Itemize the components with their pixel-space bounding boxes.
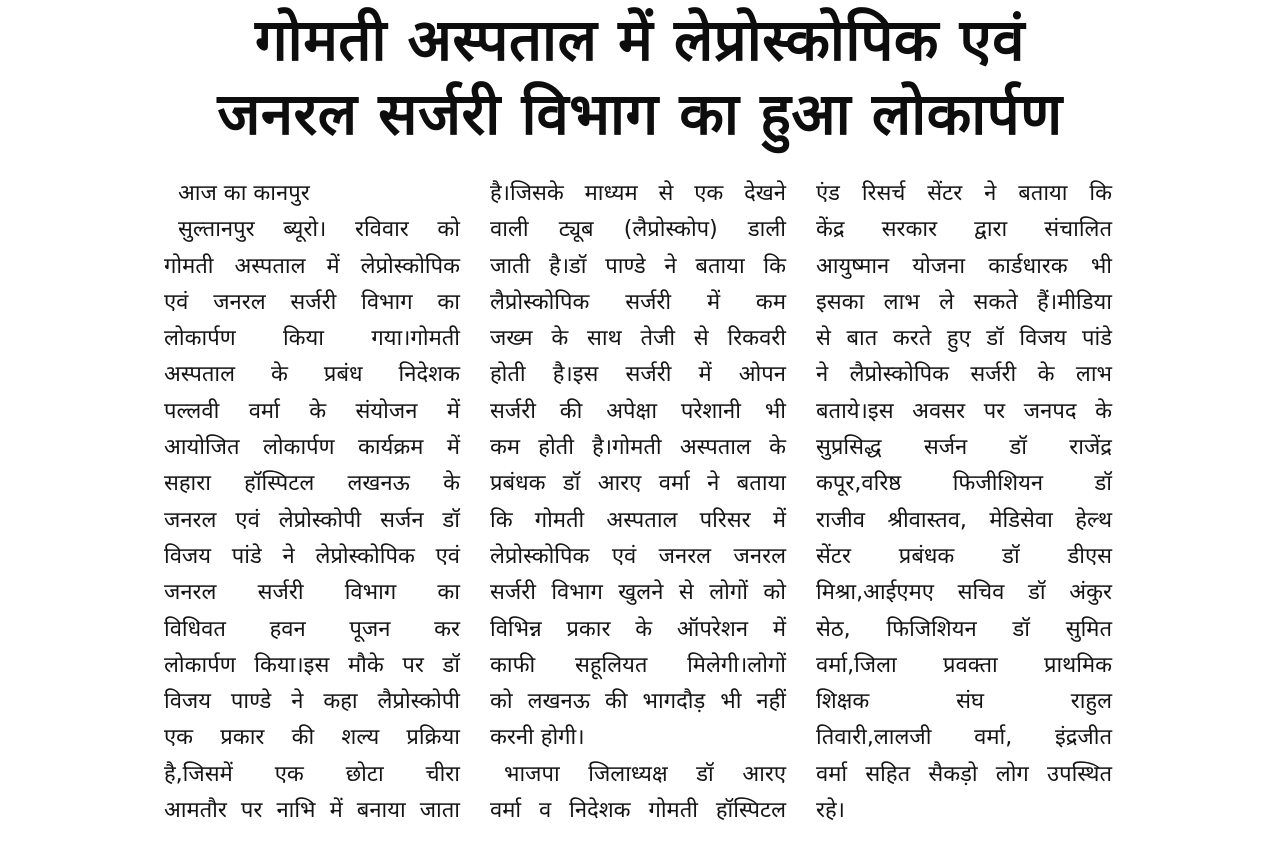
- body-line: बताये।इस अवसर पर जनपद के: [816, 398, 1112, 424]
- body-line: लोकार्पण किया गया।गोमती: [164, 326, 460, 352]
- body-line: सर्जरी की अपेक्षा परेशानी भी: [490, 398, 786, 424]
- body-line: कपूर,वरिष्ठ फिजीशियन डॉ: [816, 471, 1112, 497]
- body-line: पल्लवी वर्मा के संयोजन में: [164, 398, 460, 424]
- body-line: गोमती अस्पताल में लेप्रोस्कोपिक: [164, 253, 460, 279]
- body-line: वर्मा,जिला प्रवक्ता प्राथमिक: [816, 652, 1112, 678]
- body-line: प्रबंधक डॉ आरए वर्मा ने बताया: [490, 471, 786, 497]
- article-column-3: [816, 176, 1112, 829]
- body-line: एवं जनरल सर्जरी विभाग का: [164, 289, 460, 315]
- body-line: भाजपा जिलाध्यक्ष डॉ आरए: [504, 761, 786, 787]
- body-line: लोकार्पण किया।इस मौके पर डॉ: [164, 652, 460, 678]
- body-line: विजय पाण्डे ने कहा लैप्रोस्कोपी: [164, 689, 460, 715]
- body-line: विभिन्न प्रकार के ऑपरेशन में: [490, 616, 786, 642]
- body-line: ने लैप्रोस्कोपिक सर्जरी के लाभ: [816, 362, 1112, 388]
- body-line: राजीव श्रीवास्तव, मेडिसेवा हेल्थ: [816, 507, 1112, 533]
- body-line: सेंटर प्रबंधक डॉ डीएस: [816, 543, 1112, 569]
- body-line: सहारा हॉस्पिटल लखनऊ के: [164, 471, 460, 497]
- body-line: जख्म के साथ तेजी से रिकवरी: [490, 326, 786, 352]
- body-line: वर्मा सहित सैकड़ो लोग उपस्थित: [816, 761, 1112, 787]
- paragraph-end-line: करनी होगी।: [490, 725, 585, 751]
- headline-line-1: गोमती अस्पताल में लेप्रोस्कोपिक एवं: [255, 6, 1025, 74]
- body-line: अस्पताल के प्रबंध निदेशक: [164, 362, 460, 388]
- body-line: लेप्रोस्कोपिक एवं जनरल जनरल: [490, 543, 786, 569]
- body-line: कम होती है।गोमती अस्पताल के: [490, 435, 786, 461]
- body-line: काफी सहूलियत मिलेगी।लोगों: [490, 652, 786, 678]
- body-line: जनरल सर्जरी विभाग का: [164, 580, 460, 606]
- body-line: सर्जरी विभाग खुलने से लोगों को: [490, 580, 786, 606]
- body-line: केंद्र सरकार द्वारा संचालित: [816, 217, 1112, 243]
- body-line: मिश्रा,आईएमए सचिव डॉ अंकुर: [816, 580, 1112, 606]
- body-line: सुल्तानपुर ब्यूरो। रविवार को: [178, 217, 460, 243]
- body-line: आयोजित लोकार्पण कार्यक्रम में: [164, 435, 460, 461]
- body-line: जनरल एवं लेप्रोस्कोपी सर्जन डॉ: [164, 507, 460, 533]
- body-line: वाली ट्यूब (लैप्रोस्कोप) डाली: [490, 217, 786, 243]
- body-line: है।जिसके माध्यम से एक देखने: [490, 181, 786, 206]
- body-line: सेठ, फिजिशियन डॉ सुमित: [816, 616, 1112, 642]
- body-line: विजय पांडे ने लेप्रोस्कोपिक एवं: [164, 543, 460, 569]
- article-column-2: [490, 176, 786, 829]
- body-line: को लखनऊ की भागदौड़ भी नहीं: [490, 689, 786, 715]
- body-line: जाती है।डॉ पाण्डे ने बताया कि: [490, 253, 786, 279]
- headline-line-2: जनरल सर्जरी विभाग का हुआ लोकार्पण: [217, 80, 1063, 148]
- body-line: आमतौर पर नाभि में बनाया जाता: [164, 798, 460, 824]
- dateline: आज का कानपुर: [178, 181, 310, 206]
- body-line: सुप्रसिद्ध सर्जन डॉ राजेंद्र: [816, 435, 1112, 461]
- body-line: वर्मा व निदेशक गोमती हॉस्पिटल: [490, 798, 786, 824]
- paragraph-end-line: रहे।: [816, 798, 846, 824]
- body-line: कि गोमती अस्पताल परिसर में: [490, 507, 786, 533]
- body-line: तिवारी,लालजी वर्मा, इंद्रजीत: [816, 725, 1112, 751]
- body-line: विधिवत हवन पूजन कर: [164, 616, 460, 642]
- body-line: होती है।इस सर्जरी में ओपन: [490, 362, 786, 388]
- body-line: लैप्रोस्कोपिक सर्जरी में कम: [490, 289, 786, 315]
- article-column-1: [164, 176, 460, 829]
- body-line: शिक्षक संघ राहुल: [816, 689, 1112, 715]
- body-line: एंड रिसर्च सेंटर ने बताया कि: [816, 181, 1112, 206]
- body-line: एक प्रकार की शल्य प्रक्रिया: [164, 725, 460, 751]
- body-line: है,जिसमें एक छोटा चीरा: [164, 761, 460, 787]
- body-line: से बात करते हुए डॉ विजय पांडे: [816, 326, 1112, 352]
- body-line: इसका लाभ ले सकते हैं।मीडिया: [816, 289, 1112, 315]
- body-line: आयुष्मान योजना कार्डधारक भी: [816, 253, 1112, 279]
